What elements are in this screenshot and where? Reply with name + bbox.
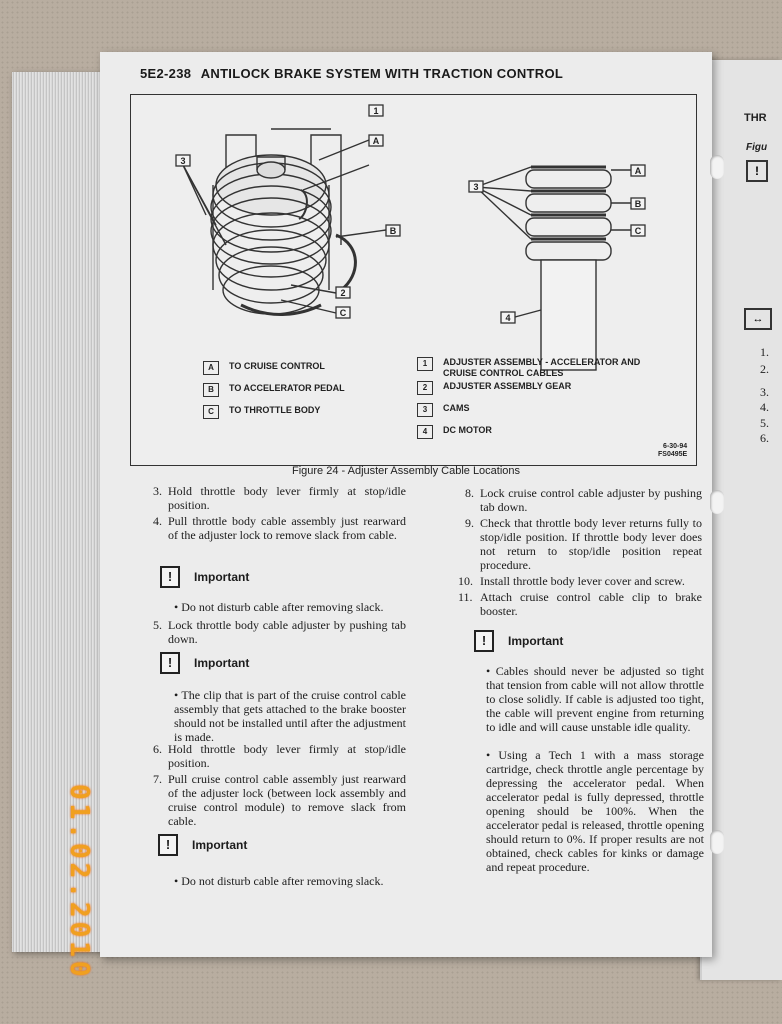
next-page-number: 1. xyxy=(760,345,769,359)
date-code: 6-30-94 xyxy=(663,443,688,450)
next-page-figure-label: Figu xyxy=(746,142,768,153)
step-text: Hold throttle body lever firmly at stop/idle position. xyxy=(168,742,406,770)
callout-3: 3 xyxy=(180,156,186,166)
step-number: 10. xyxy=(458,574,473,588)
legend-item xyxy=(417,357,647,379)
next-page-number: 4. xyxy=(760,400,769,414)
date-stamp-text: 01.02.2010 xyxy=(64,784,94,981)
binder-hole xyxy=(710,490,724,514)
next-page-important-icon: ! xyxy=(746,160,768,182)
step-number: 6. xyxy=(153,742,162,756)
callout-c-right: C xyxy=(634,226,642,236)
step-number: 9. xyxy=(465,516,474,530)
step-number: 5. xyxy=(153,618,162,632)
callout-3-right: 3 xyxy=(473,182,479,192)
binder-hole xyxy=(710,830,724,854)
legend-item xyxy=(417,381,571,395)
step-text: Hold throttle body lever firmly at stop/idle position. xyxy=(168,484,406,512)
important-note xyxy=(160,566,249,588)
camera-date-stamp xyxy=(52,784,102,984)
legend-key: 3 xyxy=(417,403,433,417)
important-bullet: • Cables should never be adjusted so tight that tension from cable will not allow throttle to close solidly. If cable is adjusted too tight, the cable will prevent engine from returning to idle and will cause unstable idle quality. xyxy=(486,664,704,734)
important-note xyxy=(160,652,249,674)
step-number: 8. xyxy=(465,486,474,500)
next-page-title: THR xyxy=(744,112,767,124)
step-text: Check that throttle body lever returns fully to stop/idle position. If throttle body lever does not return to stop/idle position repeat procedure. xyxy=(480,516,702,572)
page-header xyxy=(140,66,563,81)
next-page-arrow-icon: ↔ xyxy=(744,308,772,330)
step xyxy=(153,484,406,512)
next-page-number: 3. xyxy=(760,385,769,399)
legend-key: 4 xyxy=(417,425,433,439)
legend-key: 1 xyxy=(417,357,433,371)
legend-key: B xyxy=(203,383,219,397)
legend-item xyxy=(203,361,325,375)
important-label: Important xyxy=(194,656,250,670)
important-label: Important xyxy=(508,634,564,648)
legend-label: ADJUSTER ASSEMBLY GEAR xyxy=(443,381,572,391)
callout-2: 2 xyxy=(340,288,346,298)
important-bullet: • The clip that is part of the cruise control cable assembly that gets attached to the brake booster should not be installed until after the adjustment is made. xyxy=(174,688,406,744)
manual-page xyxy=(100,52,712,957)
callout-a: A xyxy=(372,136,380,146)
legend-item xyxy=(203,405,320,419)
step-number: 11. xyxy=(458,590,473,604)
important-label: Important xyxy=(192,838,248,852)
callout-b: B xyxy=(389,226,397,236)
step-number: 7. xyxy=(153,772,162,786)
legend-key: A xyxy=(203,361,219,375)
legend-item xyxy=(417,403,470,417)
callout-b-right: B xyxy=(634,199,642,209)
step xyxy=(465,486,702,514)
next-page-number: 2. xyxy=(760,362,769,376)
legend-label: CAMS xyxy=(443,403,470,413)
step-number: 4. xyxy=(153,514,162,528)
important-note xyxy=(158,834,247,856)
next-page-number: 6. xyxy=(760,431,769,445)
callout-4: 4 xyxy=(505,313,511,323)
callout-a-right: A xyxy=(634,166,642,176)
step xyxy=(465,516,702,572)
step xyxy=(153,742,406,770)
step xyxy=(458,590,702,618)
step-text: Lock throttle body cable adjuster by pushing tab down. xyxy=(168,618,406,646)
legend-item xyxy=(417,425,492,439)
step xyxy=(458,574,702,588)
step-text: Pull throttle body cable assembly just rearward of the adjuster lock to remove slack from cable. xyxy=(168,514,406,542)
step xyxy=(153,618,406,646)
important-note xyxy=(474,630,563,652)
figure-date-code xyxy=(658,443,687,459)
legend-item xyxy=(203,383,345,397)
figure-caption: Figure 24 - Adjuster Assembly Cable Locations xyxy=(291,465,521,477)
important-bullet: • Using a Tech 1 with a mass storage cartridge, check throttle angle percentage by depressing the accelerator pedal. When accelerator pedal is fully depressed, throttle opening should be 100%. When the accelerator pedal is released, throttle opening should return to 0%. If proper results are not obtained, check cables for kinks or damage and repeat procedure. xyxy=(486,748,704,874)
legend-label: TO CRUISE CONTROL xyxy=(229,361,325,371)
step-text: Install throttle body lever cover and screw. xyxy=(480,574,685,588)
figure-box xyxy=(130,94,697,466)
important-icon: ! xyxy=(158,834,178,856)
binder-hole xyxy=(710,155,724,179)
important-icon: ! xyxy=(160,652,180,674)
step xyxy=(153,772,406,828)
page-title: ANTILOCK BRAKE SYSTEM WITH TRACTION CONTROL xyxy=(200,66,564,81)
important-icon: ! xyxy=(474,630,494,652)
legend-key: 2 xyxy=(417,381,433,395)
important-bullet: • Do not disturb cable after removing slack. xyxy=(174,600,384,614)
important-bullet: • Do not disturb cable after removing slack. xyxy=(174,874,384,888)
next-page-number: 5. xyxy=(760,416,769,430)
section-number: 5E2-238 xyxy=(140,66,192,81)
figure-code: FS0495E xyxy=(658,451,688,458)
legend-label: DC MOTOR xyxy=(443,425,492,435)
legend-key: C xyxy=(203,405,219,419)
step-text: Attach cruise control cable clip to brake booster. xyxy=(480,590,702,618)
callout-c: C xyxy=(339,308,347,318)
step-number: 3. xyxy=(153,484,162,498)
important-label: Important xyxy=(194,570,250,584)
callout-1: 1 xyxy=(373,106,379,116)
legend-label: TO ACCELERATOR PEDAL xyxy=(229,383,345,393)
step-text: Lock cruise control cable adjuster by pushing tab down. xyxy=(480,486,702,514)
step-text: Pull cruise control cable assembly just rearward of the adjuster lock (between lock assembly and cruise control module) to remove slack from cable. xyxy=(168,772,406,828)
step xyxy=(153,514,406,542)
legend-label: TO THROTTLE BODY xyxy=(229,405,321,415)
important-icon: ! xyxy=(160,566,180,588)
legend-label: ADJUSTER ASSEMBLY - ACCELERATOR AND CRUISE CONTROL CABLES xyxy=(443,357,641,378)
